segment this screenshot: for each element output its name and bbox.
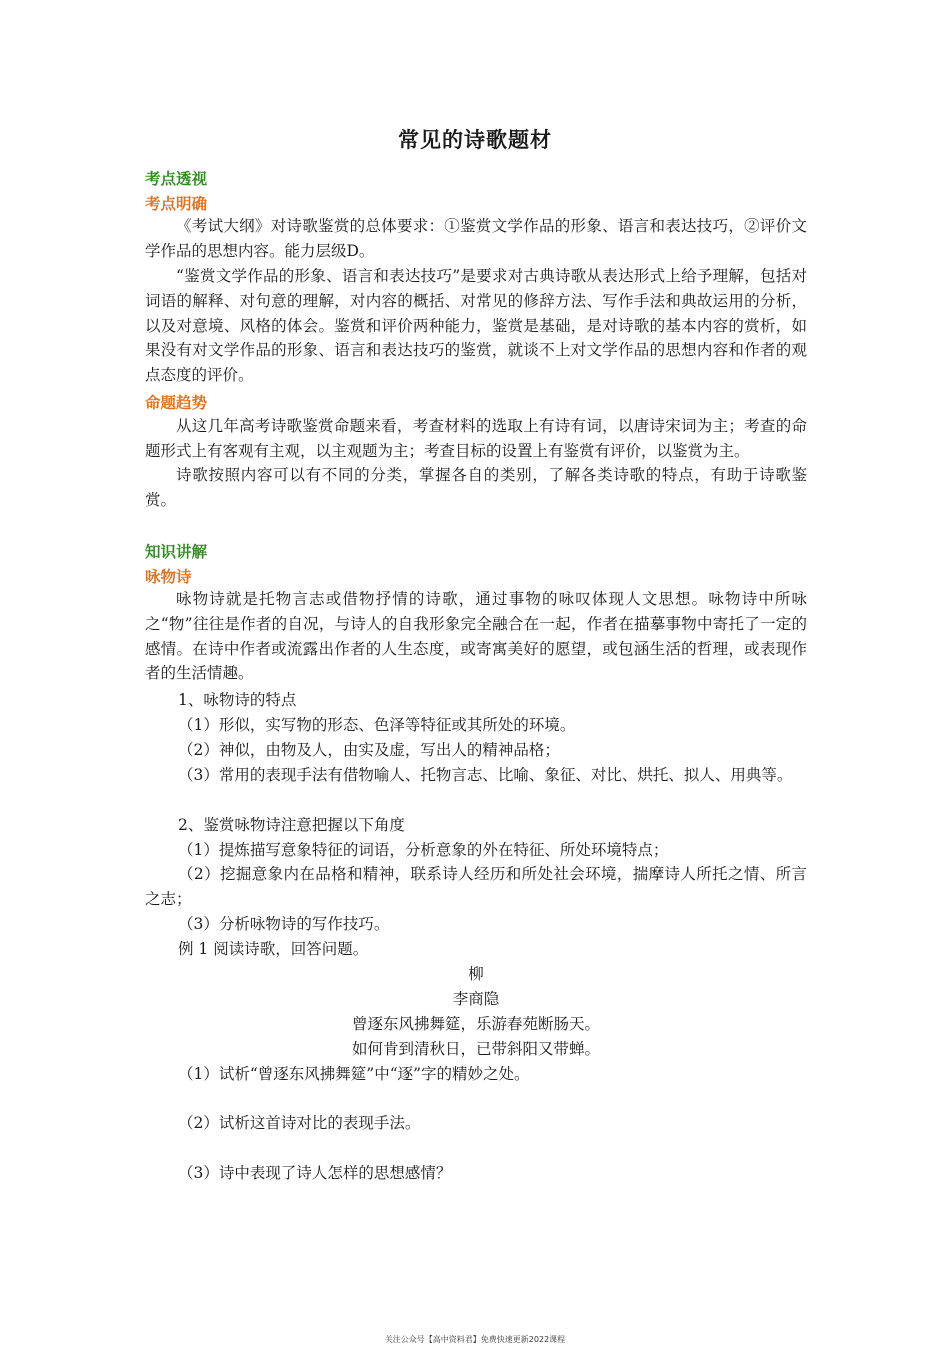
- subheading-object-poems: 咏物诗: [145, 567, 192, 586]
- poem-author: 李商隐: [452, 990, 500, 1008]
- point1-item: （2）神似，由物及人，由实及虚，写出人的精神品格；: [178, 741, 560, 759]
- example-label: 例 1 阅读诗歌，回答问题。: [178, 940, 369, 958]
- point1-title: 1、咏物诗的特点: [178, 691, 297, 709]
- poem-line: 曾逐东风拂舞筵，乐游春苑断肠天。: [351, 1015, 600, 1033]
- section-heading-knowledge: 知识讲解: [145, 542, 208, 561]
- document-title: 常见的诗歌题材: [398, 127, 552, 152]
- question: （2）试析这首诗对比的表现手法。: [178, 1114, 421, 1132]
- paragraph-syllabus: 《考试大纲》对诗歌鉴赏的总体要求：①鉴赏文学作品的形象、语言和表达技巧，②评价文学作品的思想内容。能力层级D。: [145, 217, 807, 260]
- point2-item: （3）分析咏物诗的写作技巧。: [178, 915, 390, 933]
- poem-line: 如何肯到清秋日，已带斜阳又带蝉。: [351, 1040, 600, 1058]
- footer-note: 关注公众号【高中资料君】免费快速更新2022课程: [384, 1335, 566, 1344]
- point2-item: （2）挖掘意象内在品格和精神，联系诗人经历和所处社会环境，揣摩诗人所托之情、所言之志；: [145, 865, 807, 908]
- paragraph-object-poem-intro: 咏物诗就是托物言志或借物抒情的诗歌，通过事物的咏叹体现人文思想。咏物诗中所咏之“物”往往是作者的自况，与诗人的自我形象完全融合在一起，作者在描摹事物中寄托了一定的感情。在诗中作者或流露出作者的人生态度，或寄寓美好的愿望，或包涵生活的哲理，或表现作者的生活情趣。: [145, 590, 807, 683]
- question: （3）诗中表现了诗人怎样的思想感情？: [178, 1164, 452, 1182]
- point2-title: 2、鉴赏咏物诗注意把握以下角度: [178, 816, 405, 834]
- point1-item: （1）形似，实写物的形态、色泽等特征或其所处的环境。: [178, 716, 576, 734]
- poem-title: 柳: [468, 965, 484, 983]
- paragraph-trends: 从这几年高考诗歌鉴赏命题来看，考查材料的选取上有诗有词，以唐诗宋词为主；考查的命题形式上有客观有主观，以主观题为主；考查目标的设置上有鉴赏有评价，以鉴赏为主。: [145, 417, 807, 460]
- paragraph-appreciation: “鉴赏文学作品的形象、语言和表达技巧”是要求对古典诗歌从表达形式上给予理解，包括对词语的解释、对句意的理解，对内容的概括、对常见的修辞方法、写作手法和典故运用的分析，以及对意境、风格的体会。鉴赏和评价两种能力，鉴赏是基础，是对诗歌的基本内容的赏析，如果没有对文学作品的形象、语言和表达技巧的鉴赏，就谈不上对文学作品的思想内容和作者的观点态度的评价。: [145, 267, 807, 385]
- subheading-exam-scope: 考点明确: [145, 194, 208, 213]
- point1-item: （3）常用的表现手法有借物喻人、托物言志、比喻、象征、对比、烘托、拟人、用典等。: [178, 766, 793, 784]
- subheading-trends: 命题趋势: [145, 393, 208, 412]
- section-heading-exam-points: 考点透视: [145, 169, 208, 188]
- point2-item: （1）提炼描写意象特征的词语，分析意象的外在特征、所处环境特点；: [178, 841, 669, 859]
- question: （1）试析“曾逐东风拂舞筵”中“逐”字的精妙之处。: [178, 1065, 530, 1083]
- paragraph-classification: 诗歌按照内容可以有不同的分类，掌握各自的类别，了解各类诗歌的特点，有助于诗歌鉴赏。: [145, 466, 807, 509]
